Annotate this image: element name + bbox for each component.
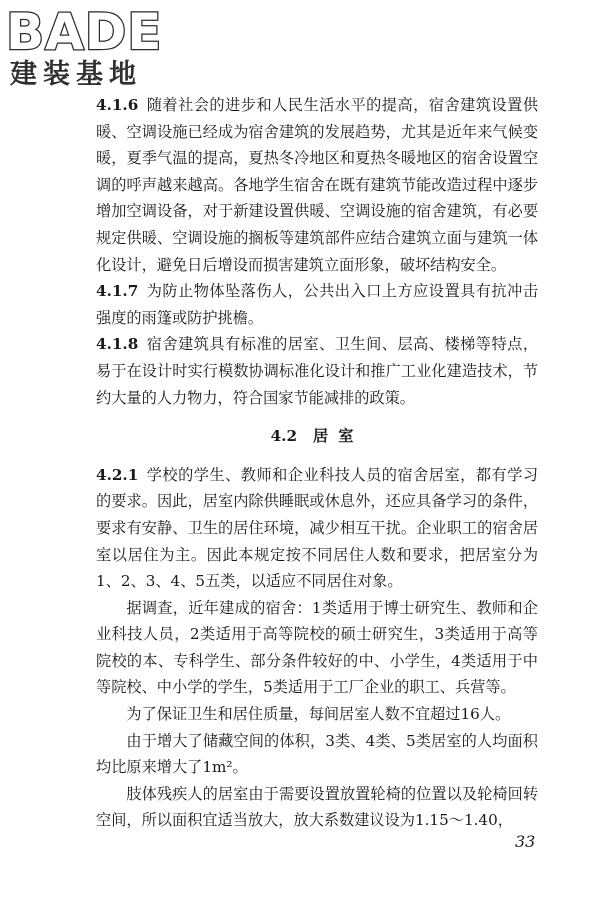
section-heading <box>96 423 538 450</box>
clause-4-1-7 <box>96 278 538 331</box>
clause-4-1-8 <box>96 331 538 411</box>
clause-text: 宿舍建筑具有标准的居室、卫生间、层高、楼梯等特点，易于在设计时实行模数协调标准化设计和推广工业化建造技术，节约大量的人力物力，符合国家节能减排的政策。 <box>96 335 538 407</box>
clause-text: 为防止物体坠落伤人，公共出入口上方应设置具有抗冲击强度的雨篷或防护挑檐。 <box>96 282 538 327</box>
clause-text: 随着社会的进步和人民生活水平的提高，宿舍建筑设置供暖、空调设施已经成为宿舍建筑的发展趋势，尤其是近年来气候变暖，夏季气温的提高，夏热冬冷地区和夏热冬暖地区的宿舍设置空调的呼声越来越高。各地学生宿舍在既有建筑节能改造过程中逐步增加空调设备，对于新建设置供暖、空调设施的宿舍建筑，有必要规定供暖、空调设施的搁板等建筑部件应结合建筑立面与建筑一体化设计，避免日后增设而损害建筑立面形象，破坏结构安全。 <box>96 96 538 274</box>
logo <box>6 3 176 92</box>
clause-number: 4.1.8 <box>96 335 139 354</box>
paragraph: 据调查，近年建成的宿舍：1类适用于博士研究生、教师和企业科技人员，2类适用于高等院校的硕士研究生，3类适用于高等院校的本、专科学生、部分条件较好的中、小学生，4类适用于中等院校、中小学的学生，5类适用于工厂企业的职工、兵营等。 <box>96 598 538 697</box>
section-number: 4.2 <box>270 427 298 446</box>
paragraph: 肢体残疾人的居室由于需要设置放置轮椅的位置以及轮椅回转空间，所以面积宜适当放大，放大系数建议设为1.15～1.40， <box>96 784 538 830</box>
logo-subtitle: 建装基地 <box>10 59 142 90</box>
clause-number: 4.2.1 <box>96 465 139 484</box>
clause-number: 4.1.7 <box>96 282 139 301</box>
paragraph: 为了保证卫生和居住质量，每间居室人数不宜超过16人。 <box>126 705 511 724</box>
section-title: 居室 <box>313 427 364 446</box>
page-body <box>96 92 538 834</box>
paragraph: 由于增大了储藏空间的体积，3类、4类、5类居室的人均面积均比原来增大了1m²。 <box>96 731 538 777</box>
clause-4-2-1 <box>96 462 538 595</box>
page-number: 33 <box>515 832 536 851</box>
clause-4-1-6 <box>96 92 538 278</box>
clause-text: 学校的学生、教师和企业科技人员的宿舍居室，都有学习的要求。因此，居室内除供睡眠或休息外，还应具备学习的条件，要求有安静、卫生的居住环境，减少相互干扰。企业职工的宿舍居室以居住为主。因此本规定按不同居住人数和要求，把居室分为1、2、3、4、5五类，以适应不同居住对象。 <box>96 465 538 591</box>
clause-number: 4.1.6 <box>96 96 139 114</box>
logo-wordmark: BADE <box>6 3 163 61</box>
